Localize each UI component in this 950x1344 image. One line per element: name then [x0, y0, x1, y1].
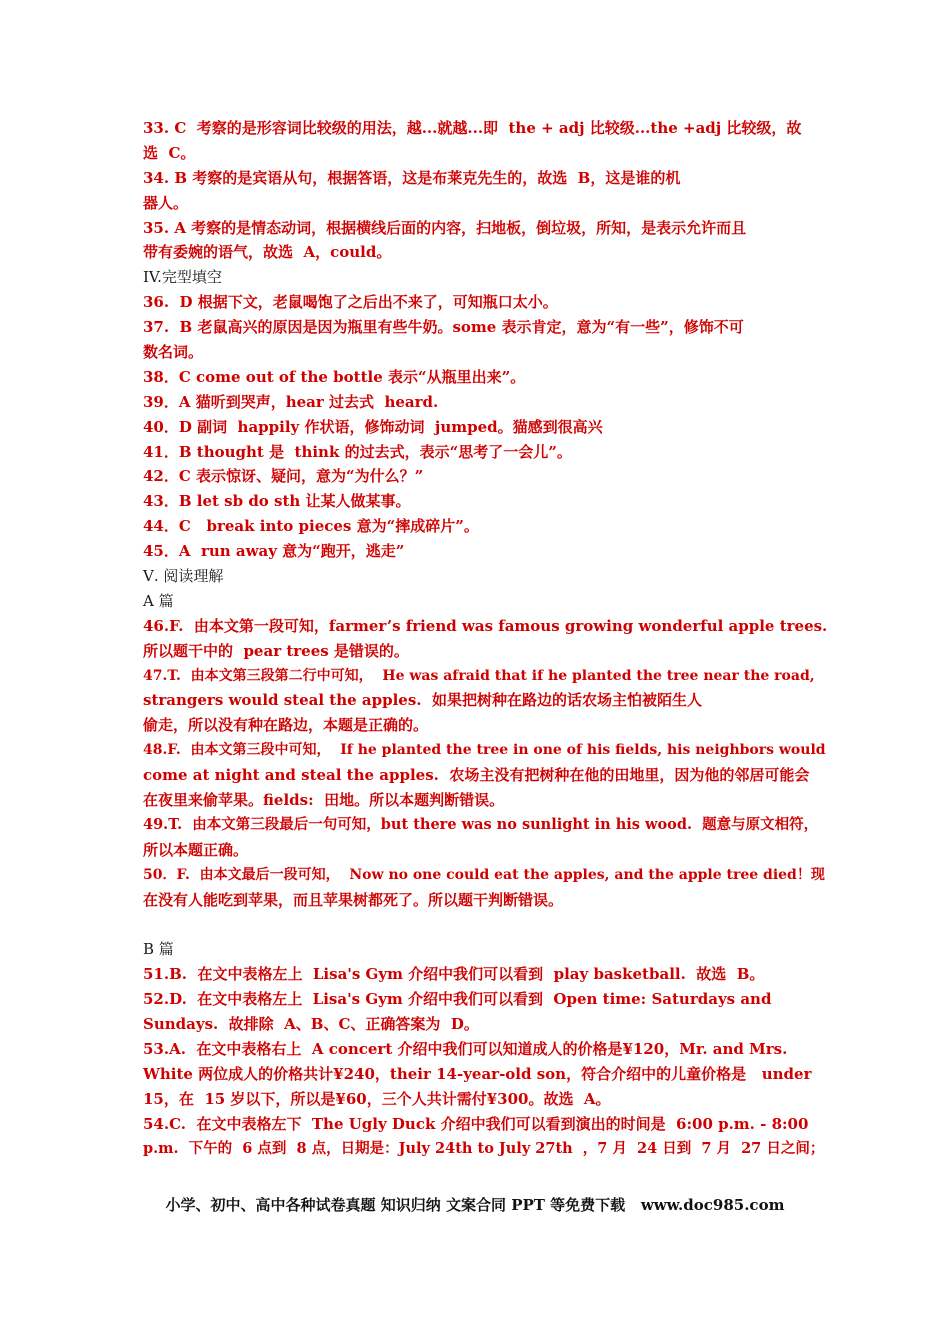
text-line: 43．B let sb do sth 让某人做某事。 — [143, 492, 411, 511]
text-line: 在夜里来偷苹果。fields: 田地。所以本题判断错误。 — [143, 791, 505, 810]
text-line: Sundays. 故排除 A、B、C、正确答案为 D。 — [143, 1015, 479, 1034]
text-line: 42．C 表示惊讶、疑问，意为“为什么？” — [143, 467, 424, 486]
text-line: p.m. 下午的 6 点到 8 点，日期是：July 24th to July 27th ，7 月 24 日到 7 月 27 日之间； — [143, 1139, 825, 1157]
text-line: 所以题干中的 pear trees 是错误的。 — [143, 641, 409, 660]
text-line: 39．A 猫听到哭声，hear 过去式 heard. — [143, 392, 439, 411]
text-line: 41．B thought 是 think 的过去式，表示“思考了一会儿”。 — [143, 442, 572, 461]
text-line: 44．C break into pieces 意为“摔成碎片”。 — [143, 517, 479, 536]
text-line: 34. B 考察的是宾语从句，根据答语，这是布莱克先生的，故选 B，这是谁的机 — [143, 168, 681, 187]
text-line: 37. B 老鼠高兴的原因是因为瓶里有些牛奶。some 表示肯定，意为“有一些”，修饰不可 — [143, 318, 744, 337]
blank-line — [143, 913, 815, 938]
text-line: 46.F. 由本文第一段可知，farmer’s friend was famous growing wonderful apple trees. — [143, 616, 828, 635]
text-line: 47.T. 由本文第三段第二行中可知， He was afraid that if he planted the tree near the road, — [143, 667, 815, 684]
text-line: 53.A. 在文中表格右上 A concert 介绍中我们可以知道成人的价格是¥120，Mr. and Mrs. — [143, 1039, 788, 1058]
text-line: 35. A 考察的是情态动词，根据横线后面的内容，扫地板，倒垃圾，所知，是表示允许而且 — [143, 218, 747, 237]
text-line: Ⅴ. 阅读理解 — [143, 567, 224, 586]
text-line: 36. D 根据下文，老鼠喝饱了之后出不来了，可知瓶口太小。 — [143, 293, 558, 312]
page-footer: 小学、初中、高中各种试卷真题 知识归纳 文案合同 PPT 等免费下载 www.doc985.com — [165, 1196, 785, 1214]
text-line: 带有委婉的语气，故选 A，could。 — [143, 243, 392, 262]
text-line: 51.B. 在文中表格左上 Lisa's Gym 介绍中我们可以看到 play basketball. 故选 B。 — [143, 965, 765, 984]
text-line: 48.F. 由本文第三段中可知， If he planted the tree in one of his fields, his neighbors would — [143, 742, 826, 759]
text-line: B 篇 — [143, 940, 174, 959]
text-line: 选 C。 — [143, 143, 196, 162]
text-line: 38．C come out of the bottle 表示“从瓶里出来”。 — [143, 367, 526, 386]
text-line: 器人。 — [143, 193, 189, 212]
text-line: 54.C. 在文中表格左下 The Ugly Duck 介绍中我们可以看到演出的时间是 6:00 p.m. - 8:00 — [143, 1114, 809, 1133]
text-line: 50．F. 由本文最后一段可知， Now no one could eat the apples, and the apple tree died！现 — [143, 866, 825, 883]
text-line: 49.T. 由本文第三段最后一句可知，but there was no sunlight in his wood. 题意与原文相符， — [143, 815, 819, 833]
text-line: strangers would steal the apples. 如果把树种在路边的话农场主怕被陌生人 — [143, 691, 702, 710]
answer-key-body — [143, 116, 828, 1161]
text-line: White 两位成人的价格共计¥240，their 14-year-old son，符合介绍中的儿童价格是 under — [143, 1064, 812, 1083]
text-line: IV.完型填空 — [143, 268, 222, 287]
text-line: 在没有人能吃到苹果，而且苹果树都死了。所以题干判断错误。 — [143, 890, 564, 909]
text-line: 33. C 考察的是形容词比较级的用法，越...就越...即 the + adj 比较级...the +adj 比较级，故 — [143, 119, 802, 137]
text-line: 15，在 15 岁以下，所以是¥60，三个人共计需付¥300。故选 A。 — [143, 1089, 611, 1108]
text-line: A 篇 — [143, 591, 174, 610]
text-line: 45．A run away 意为“跑开，逃走” — [143, 542, 405, 561]
text-line: 52.D. 在文中表格左上 Lisa's Gym 介绍中我们可以看到 Open time: Saturdays and — [143, 990, 772, 1009]
text-line: 40．D 副词 happily 作状语，修饰动词 jumped。猫感到很高兴 — [143, 417, 603, 436]
text-line: 数名词。 — [143, 343, 204, 362]
text-line: 所以本题正确。 — [143, 840, 249, 859]
text-line: come at night and steal the apples. 农场主没有把树种在他的田地里，因为他的邻居可能会 — [143, 766, 810, 785]
text-line: 偷走，所以没有种在路边，本题是正确的。 — [143, 716, 429, 735]
